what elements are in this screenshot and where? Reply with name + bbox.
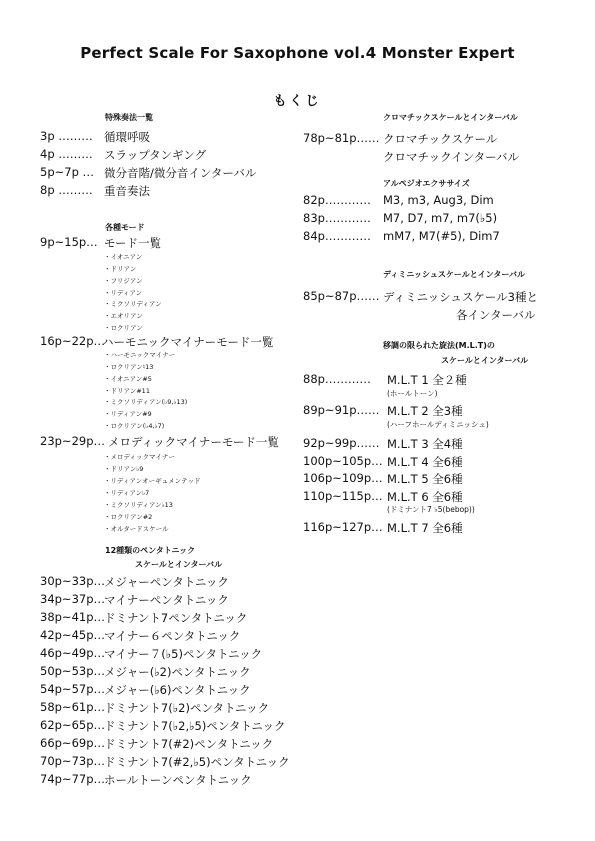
sub-item: ・ミクソリディアン♭13 <box>104 501 173 509</box>
entry-title: マイナーペンタトニック <box>104 593 229 607</box>
sub-item: ・ロクリアン#2 <box>104 513 153 521</box>
sub-item: ・ミクソリディアン(♭9,♭13) <box>104 398 188 406</box>
entry-pages: 83p………… <box>303 211 371 225</box>
entry-pages: 42p~45p… <box>40 628 106 642</box>
entry-title: M.L.T 5 全6種 <box>387 472 463 486</box>
entry-title: モード一覧 <box>104 236 162 250</box>
entry-pages: 66p~69p… <box>40 736 106 750</box>
entry-pages: 110p~115p… <box>303 489 383 503</box>
entry-title: M.L.T 3 全4種 <box>387 437 463 451</box>
sub-item: ・イオニアン#5 <box>104 375 152 383</box>
entry-title: M.L.T 7 全6種 <box>387 521 463 535</box>
entry-title: ハーモニックマイナーモード一覧 <box>102 335 274 349</box>
entry-pages: 50p~53p… <box>40 664 106 678</box>
entry-title: ドミナント7(#2,♭5)ペンタトニック <box>104 755 290 769</box>
sub-item: ・オルタードスケール <box>104 525 169 533</box>
entry-pages: 5p~7p … <box>40 165 95 179</box>
entry-pages: 62p~65p… <box>40 718 106 732</box>
sub-item: ・ドリアン♭9 <box>104 465 144 473</box>
sub-item: ・リディアン♭7 <box>104 489 150 497</box>
sub-item: ・エオリアン <box>104 312 143 320</box>
entry-title: M.L.T 4 全6種 <box>387 455 463 469</box>
section-heading-mlt: 移調の限られた旋法(M.L.T)の <box>383 341 495 350</box>
section-heading-chromatic: クロマチックスケールとインターバル <box>383 113 518 122</box>
entry-pages: 82p………… <box>303 193 371 207</box>
section-subheading-mlt: スケールとインターバル <box>441 356 529 365</box>
entry-pages: 100p~105p… <box>303 454 383 468</box>
entry-title: メジャーペンタトニック <box>104 575 229 589</box>
document-title: Perfect Scale For Saxophone vol.4 Monster Expert <box>80 44 515 62</box>
entry-pages: 9p~15p… <box>40 235 98 249</box>
sub-item: ・イオニアン <box>104 253 143 261</box>
section-heading-pentatonic: 12種類のペンタトニック <box>105 546 196 555</box>
toc-heading: もくじ <box>273 94 322 109</box>
sub-item: ・メロディックマイナー <box>104 453 175 461</box>
sub-item: ・リディアン <box>104 289 143 297</box>
entry-title: M3, m3, Aug3, Dim <box>383 193 494 207</box>
sub-item: ・ドリアン#11 <box>104 387 150 395</box>
entry-title: クロマチックスケール <box>383 132 498 146</box>
entry-title: メジャー(♭6)ペンタトニック <box>104 683 251 697</box>
entry-pages: 89p~91p…… <box>303 403 380 417</box>
sub-item: ・リディアンオーギュメンテッド <box>104 477 201 485</box>
entry-note: (ハーフホールディミニッシュ) <box>387 420 489 429</box>
entry-title: mM7, M7(#5), Dim7 <box>383 229 500 243</box>
entry-title: ディミニッシュスケール3種と <box>383 290 538 304</box>
entry-note: (ドミナント7 ♭5(bebop)) <box>387 505 475 514</box>
entry-title: ドミナント7(#2)ペンタトニック <box>104 737 274 751</box>
entry-title: 重音奏法 <box>104 184 150 198</box>
sub-item: ・ロクリアン♮13 <box>104 363 154 371</box>
entry-title: メロディックマイナーモード一覧 <box>108 435 279 449</box>
entry-title: 循環呼吸 <box>104 130 150 144</box>
entry-title: M.L.T 2 全3種 <box>387 404 463 418</box>
entry-pages: 106p~109p… <box>303 471 383 485</box>
sub-item: ・ロクリアン <box>104 324 143 332</box>
section-heading-modes: 各種モード <box>105 223 145 232</box>
section-subheading-pentatonic: スケールとインターバル <box>135 560 223 569</box>
entry-pages: 58p~61p… <box>40 700 106 714</box>
entry-pages: 92p~99p…… <box>303 436 380 450</box>
section-heading-arpeggio: アルペジオエクササイズ <box>383 179 470 188</box>
entry-note: (ホールトーン) <box>387 389 438 398</box>
entry-pages: 78p~81p…… <box>303 131 380 145</box>
entry-title: ドミナント7(♭2,♭5)ペンタトニック <box>104 719 286 733</box>
entry-pages: 34p~37p… <box>40 592 106 606</box>
entry-pages: 46p~49p… <box>40 646 106 660</box>
entry-title: ホールトーンペンタトニック <box>104 773 252 787</box>
entry-title: メジャー(♭2)ペンタトニック <box>104 665 251 679</box>
entry-title: ドミナント7ペンタトニック <box>104 611 248 625</box>
entry-pages: 88p………… <box>303 372 371 386</box>
entry-pages: 4p ……… <box>40 147 93 161</box>
entry-title: 微分音階/微分音インターバル <box>104 166 257 180</box>
entry-title: マイナー６ペンタトニック <box>104 629 241 643</box>
entry-title: クロマチックインターバル <box>383 150 520 164</box>
entry-pages: 84p………… <box>303 229 371 243</box>
entry-title: マイナー７(♭5)ペンタトニック <box>104 647 263 661</box>
entry-pages: 74p~77p… <box>40 772 106 786</box>
entry-pages: 54p~57p… <box>40 682 106 696</box>
entry-title: ドミナント7(♭2)ペンタトニック <box>104 701 270 715</box>
entry-pages: 8p ……… <box>40 183 93 197</box>
entry-pages: 116p~127p… <box>303 520 383 534</box>
entry-pages: 38p~41p… <box>40 610 106 624</box>
entry-title-continued: 各インターバル <box>456 308 536 322</box>
section-heading-diminished: ディミニッシュスケールとインターバル <box>383 270 525 279</box>
entry-title: M.L.T 1 全２種 <box>387 373 467 387</box>
sub-item: ・ミクソリディアン <box>104 300 162 308</box>
entry-pages: 23p~29p… <box>40 434 106 448</box>
entry-pages: 30p~33p… <box>40 574 106 588</box>
sub-item: ・ドリアン <box>104 265 137 273</box>
section-heading-tokushu: 特殊奏法一覧 <box>105 113 153 122</box>
entry-pages: 70p~73p… <box>40 754 106 768</box>
sub-item: ・フリジアン <box>104 277 143 285</box>
sub-item: ・ハーモニックマイナー <box>104 351 176 359</box>
entry-pages: 85p~87p…… <box>303 289 380 303</box>
entry-pages: 3p ……… <box>40 129 93 143</box>
sub-item: ・リディアン#9 <box>104 410 152 418</box>
entry-pages: 16p~22p… <box>40 334 106 348</box>
sub-item: ・ロクリアン(♭4,♭7) <box>104 422 165 430</box>
entry-title: M7, D7, m7, m7(♭5) <box>383 211 498 225</box>
entry-title: M.L.T 6 全6種 <box>387 490 463 504</box>
entry-title: スラップタンギング <box>104 148 207 162</box>
